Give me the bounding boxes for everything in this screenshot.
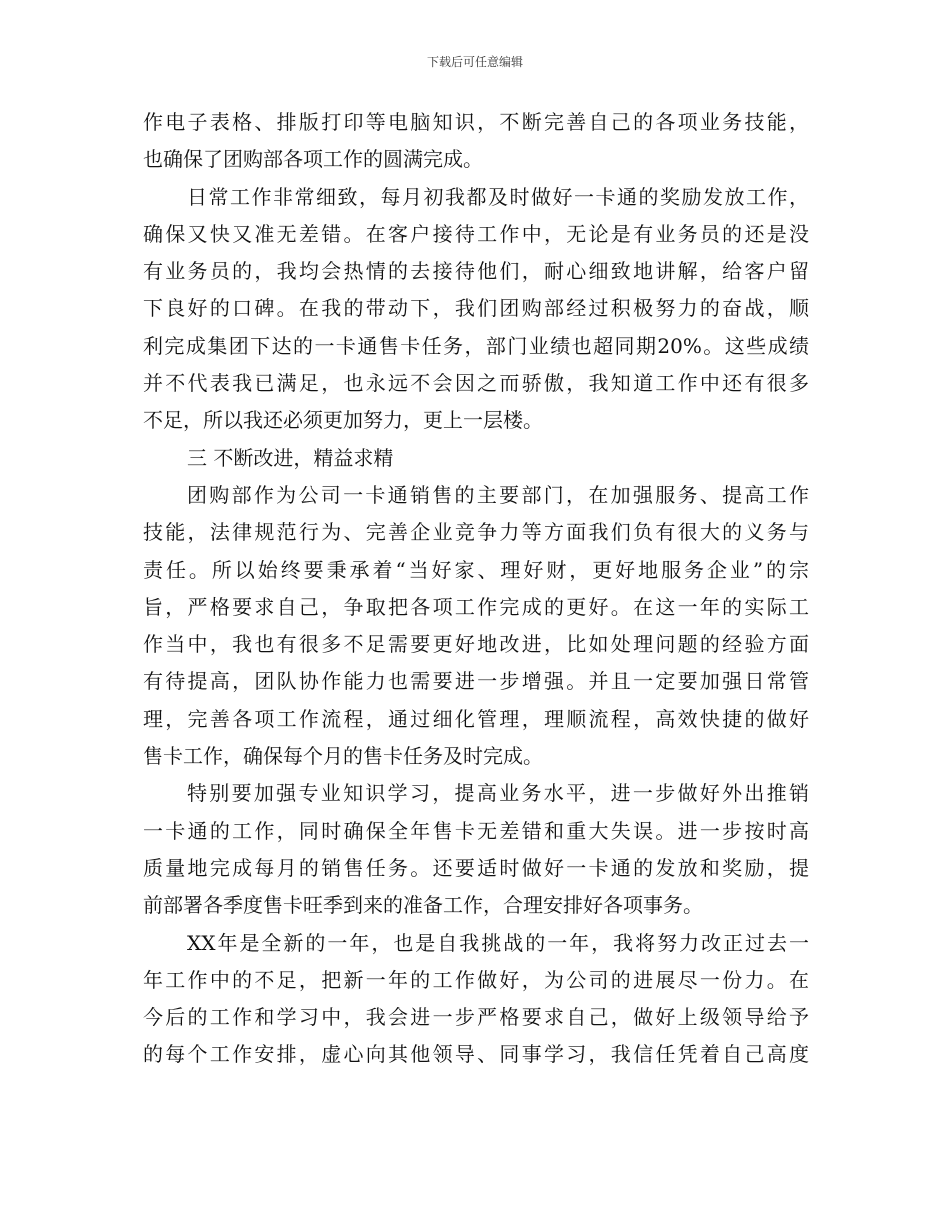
text-line: 不足，所以我还必须更加努力，更上一层楼。 <box>143 408 543 433</box>
text-line: 特别要加强专业知识学习，提高业务水平，进一步做好外出推销 <box>187 781 809 806</box>
text-line: 技能，法律规范行为、完善企业竞争力等方面我们负有很大的义务与 <box>143 520 809 545</box>
text-line: 责任。所以始终要秉承着“当好家、理好财，更好地服务企业”的宗 <box>143 557 809 582</box>
text-line: 作电子表格、排版打印等电脑知识，不断完善自己的各项业务技能， <box>143 110 809 134</box>
text-line: XX年是全新的一年，也是自我挑战的一年，我将努力改正过去一 <box>187 930 809 955</box>
text-line: 售卡工作，确保每个月的售卡任务及时完成。 <box>143 744 543 769</box>
text-line: 今后的工作和学习中，我会进一步严格要求自己，做好上级领导给予 <box>143 1005 809 1030</box>
text-line: 前部署各季度售卡旺季到来的准备工作，合理安排好各项事务。 <box>143 893 703 918</box>
text-line: 下良好的口碑。在我的带动下，我们团购部经过积极努力的奋战，顺 <box>143 296 809 321</box>
document-body <box>143 104 809 1074</box>
text-line: 旨，严格要求自己，争取把各项工作完成的更好。在这一年的实际工 <box>143 594 809 619</box>
text-line: 确保又快又准无差错。在客户接待工作中，无论是有业务员的还是没 <box>143 221 809 246</box>
text-line: 理，完善各项工作流程，通过细化管理，理顺流程，高效快捷的做好 <box>143 706 809 731</box>
text-line: 有业务员的，我均会热情的去接待他们，耐心细致地讲解，给客户留 <box>143 259 809 284</box>
text-line: 团购部作为公司一卡通销售的主要部门，在加强服务、提高工作 <box>187 482 809 507</box>
text-line: 作当中，我也有很多不足需要更好地改进，比如处理问题的经验方面 <box>143 632 809 657</box>
text-line: 年工作中的不足，把新一年的工作做好，为公司的进展尽一份力。在 <box>143 967 809 992</box>
text-line: 有待提高，团队协作能力也需要进一步增强。并且一定要加强日常管 <box>143 669 809 694</box>
text-line: 一卡通的工作，同时确保全年售卡无差错和重大失误。进一步按时高 <box>143 818 809 843</box>
text-line: 并不代表我已满足，也永远不会因之而骄傲，我知道工作中还有很多 <box>143 371 809 396</box>
text-line: 的每个工作安排，虚心向其他领导、同事学习，我信任凭着自己高度 <box>143 1042 809 1067</box>
text-line: 日常工作非常细致，每月初我都及时做好一卡通的奖励发放工作， <box>187 184 809 209</box>
text-line: 质量地完成每月的销售任务。还要适时做好一卡通的发放和奖励，提 <box>143 855 809 880</box>
text-line: 利完成集团下达的一卡通售卡任务，部门业绩也超同期20%。这些成绩 <box>143 333 809 358</box>
section-heading: 三 不断改进，精益求精 <box>187 445 394 470</box>
page-header: 下载后可任意编辑 <box>426 55 523 69</box>
text-line: 也确保了团购部各项工作的圆满完成。 <box>143 147 483 172</box>
